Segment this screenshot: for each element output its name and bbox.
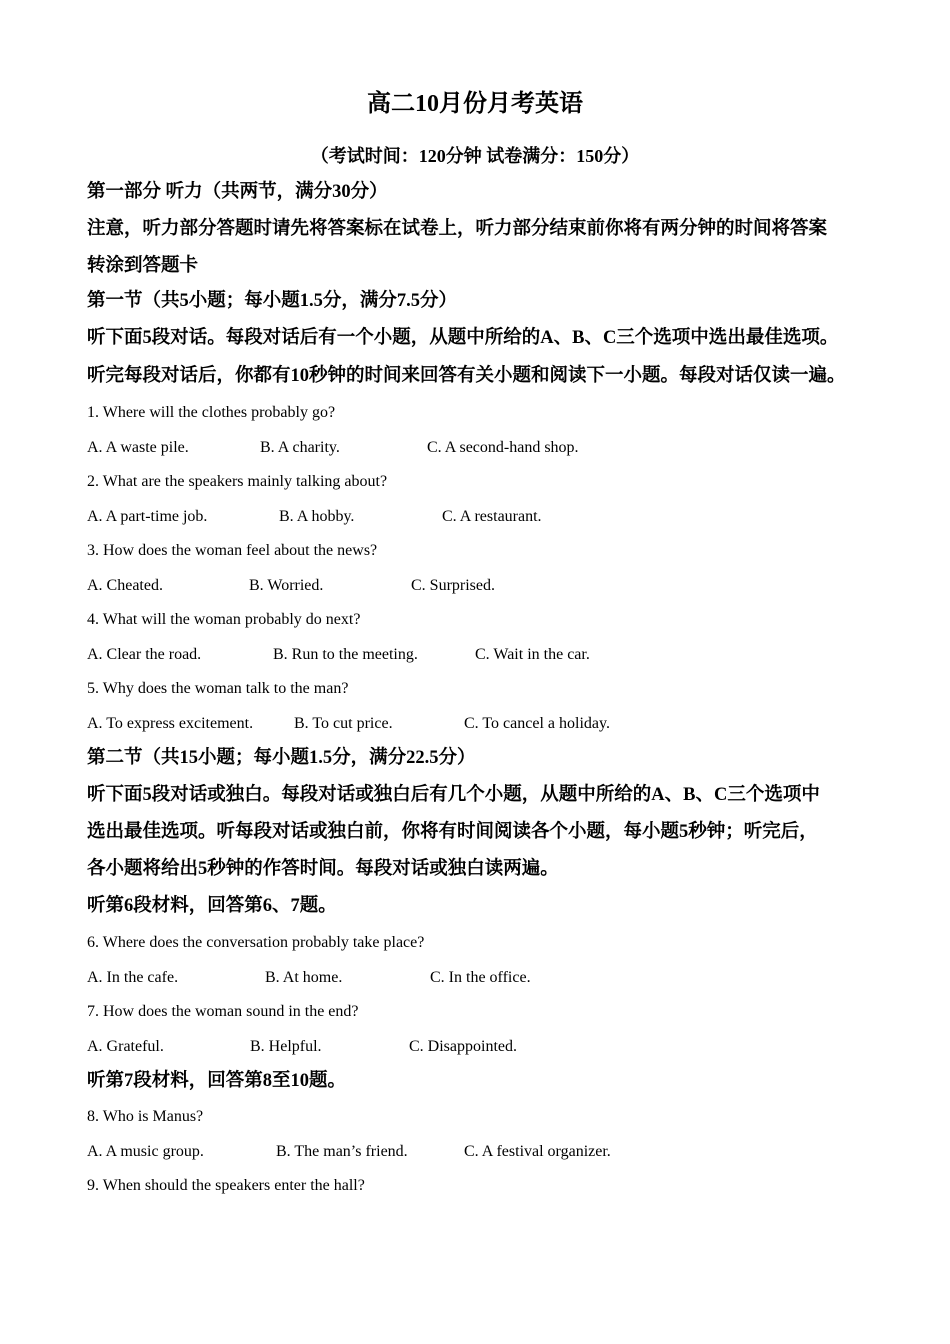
section2-heading: 第二节（共15小题；每小题1.5分，满分22.5分） bbox=[87, 748, 476, 768]
exam-info: （考试时间：120分钟 试卷满分：150分） bbox=[310, 146, 640, 166]
page-title: 高二10月份月考英语 bbox=[367, 91, 583, 117]
option-c: C. Wait in the car. bbox=[475, 646, 590, 663]
option-b: B. To cut price. bbox=[294, 715, 393, 732]
section2-instruction-2: 选出最佳选项。听每段对话或独白前，你将有时间阅读各个小题，每小题5秒钟；听完后， bbox=[87, 822, 818, 842]
question-stem: 5. Why does the woman talk to the man? bbox=[87, 680, 349, 697]
question-stem: 9. When should the speakers enter the hall? bbox=[87, 1177, 365, 1194]
question-stem: 7. How does the woman sound in the end? bbox=[87, 1003, 359, 1020]
question-stem: 2. What are the speakers mainly talking about? bbox=[87, 473, 388, 490]
section2-instruction-3: 各小题将给出5秒钟的作答时间。每段对话或独白读两遍。 bbox=[87, 859, 559, 879]
option-a: A. A music group. bbox=[87, 1143, 204, 1160]
option-c: C. A festival organizer. bbox=[464, 1143, 611, 1160]
option-b: B. Worried. bbox=[249, 577, 324, 594]
option-b: B. At home. bbox=[265, 969, 343, 986]
option-a: A. A waste pile. bbox=[87, 439, 189, 456]
option-a: A. Clear the road. bbox=[87, 646, 202, 663]
option-a: A. A part-time job. bbox=[87, 508, 208, 525]
question-stem: 4. What will the woman probably do next? bbox=[87, 611, 361, 628]
option-c: C. In the office. bbox=[430, 969, 531, 986]
option-b: B. Run to the meeting. bbox=[273, 646, 418, 663]
part1-heading: 第一部分 听力（共两节，满分30分） bbox=[87, 182, 388, 202]
option-a: A. Cheated. bbox=[87, 577, 163, 594]
option-a: A. In the cafe. bbox=[87, 969, 179, 986]
question-stem: 8. Who is Manus? bbox=[87, 1108, 204, 1125]
question-stem: 1. Where will the clothes probably go? bbox=[87, 404, 336, 421]
option-c: C. A restaurant. bbox=[442, 508, 542, 525]
section1-heading: 第一节（共5小题；每小题1.5分，满分7.5分） bbox=[87, 291, 458, 311]
material-7-heading: 听第7段材料，回答第8至10题。 bbox=[87, 1071, 347, 1091]
option-a: A. To express excitement. bbox=[87, 715, 254, 732]
section2-instruction-1: 听下面5段对话或独白。每段对话或独白后有几个小题，从题中所给的A、B、C三个选项中 bbox=[87, 785, 820, 805]
option-c: C. A second-hand shop. bbox=[427, 439, 579, 456]
material-6-heading: 听第6段材料，回答第6、7题。 bbox=[87, 896, 337, 916]
notice-line-1: 注意，听力部分答题时请先将答案标在试卷上，听力部分结束前你将有两分钟的时间将答案 bbox=[87, 219, 828, 239]
option-b: B. Helpful. bbox=[250, 1038, 322, 1055]
option-c: C. Disappointed. bbox=[409, 1038, 517, 1055]
question-stem: 3. How does the woman feel about the news? bbox=[87, 542, 378, 559]
option-c: C. Surprised. bbox=[411, 577, 495, 594]
option-c: C. To cancel a holiday. bbox=[464, 715, 610, 732]
option-b: B. A charity. bbox=[260, 439, 340, 456]
question-stem: 6. Where does the conversation probably take place? bbox=[87, 934, 425, 951]
notice-line-2: 转涂到答题卡 bbox=[87, 256, 199, 276]
option-b: B. The man’s friend. bbox=[276, 1143, 408, 1160]
option-a: A. Grateful. bbox=[87, 1038, 164, 1055]
section1-instruction-2: 听完每段对话后，你都有10秒钟的时间来回答有关小题和阅读下一小题。每段对话仅读一遍。 bbox=[87, 366, 846, 386]
section1-instruction-1: 听下面5段对话。每段对话后有一个小题，从题中所给的A、B、C三个选项中选出最佳选项。 bbox=[87, 328, 839, 348]
option-b: B. A hobby. bbox=[279, 508, 355, 525]
